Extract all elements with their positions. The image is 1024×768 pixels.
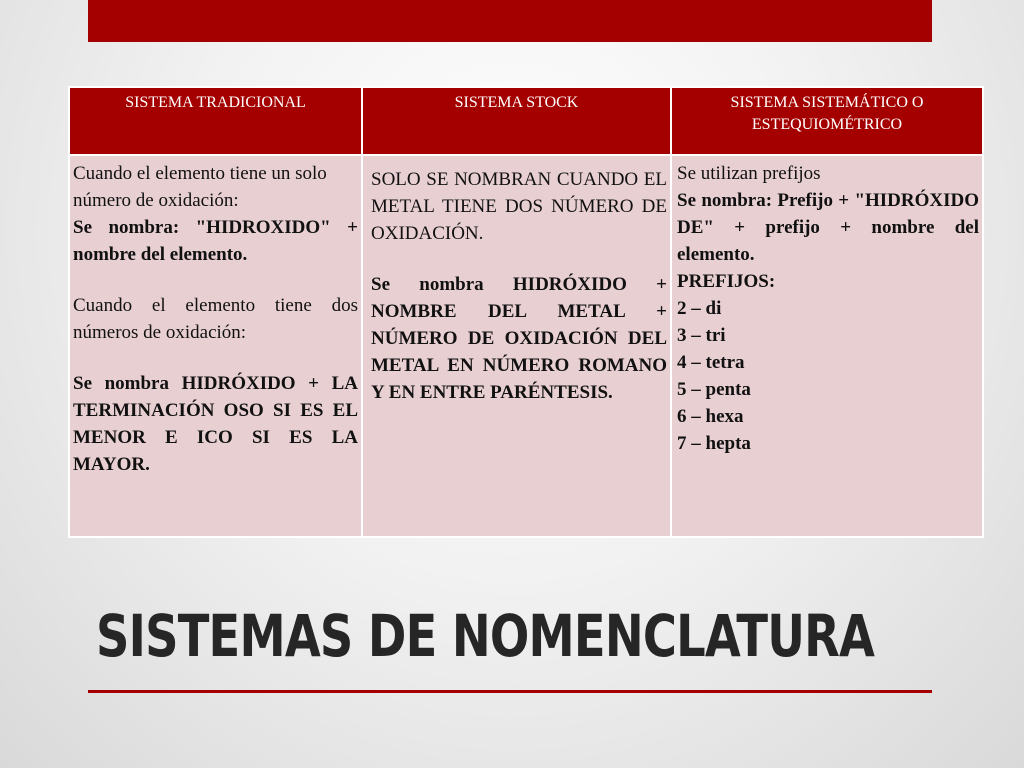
nomenclature-table — [68, 86, 982, 538]
stock-text-2: Se nombra HIDRÓXIDO + NOMBRE DEL METAL + NÚMERO DE OXIDACIÓN DEL METAL EN NÚMERO ROMANO Y EN ENTRE PARÉNTESIS. — [371, 274, 667, 403]
cell-tradicional — [69, 155, 362, 537]
slide-title: SISTEMAS DE NOMENCLATURA — [96, 602, 875, 670]
stock-text-1: SOLO SE NOMBRAN CUANDO EL METAL TIENE DOS NÚMERO DE OXIDACIÓN. — [371, 169, 667, 244]
prefix-item: 6 – hexa — [677, 406, 744, 427]
sistematico-text-1: Se utilizan prefijos — [677, 163, 821, 184]
prefix-item: 7 – hepta — [677, 433, 751, 454]
header-stock: SISTEMA STOCK — [362, 87, 671, 155]
sistematico-text-2: Se nombra: Prefijo + "HIDRÓXIDO DE" + prefijo + nombre del elemento. — [677, 190, 979, 265]
tradicional-text-2: Se nombra: "HIDROXIDO" + nombre del elemento. — [73, 217, 358, 265]
prefix-item: 2 – di — [677, 298, 722, 319]
cell-sistematico — [671, 155, 983, 537]
header-sistematico: SISTEMA SISTEMÁTICO O ESTEQUIOMÉTRICO — [671, 87, 983, 155]
header-tradicional: SISTEMA TRADICIONAL — [69, 87, 362, 155]
prefix-item: 3 – tri — [677, 325, 726, 346]
cell-stock — [362, 155, 671, 537]
tradicional-text-1: Cuando el elemento tiene un solo número de oxidación: — [73, 163, 327, 211]
tradicional-text-4: Se nombra HIDRÓXIDO + LA TERMINACIÓN OSO SI ES EL MENOR E ICO SI ES LA MAYOR. — [73, 373, 358, 475]
title-underline — [88, 690, 932, 693]
prefix-item: 5 – penta — [677, 379, 751, 400]
prefixes-label: PREFIJOS: — [677, 271, 776, 292]
tradicional-text-3: Cuando el elemento tiene dos números de oxidación: — [73, 295, 358, 343]
prefix-item: 4 – tetra — [677, 352, 745, 373]
top-accent-bar — [88, 0, 932, 42]
